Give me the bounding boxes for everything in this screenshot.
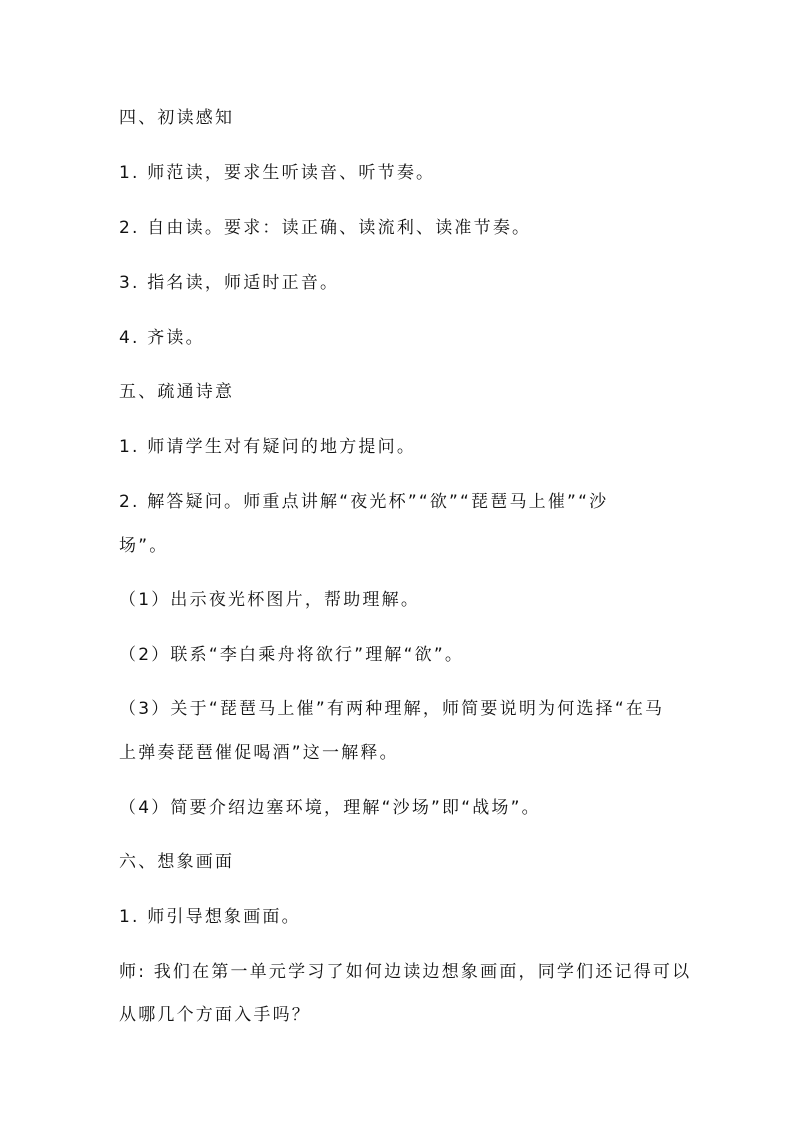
- paragraph-line: 1. 师请学生对有疑问的地方提问。: [119, 437, 417, 457]
- sub-item-line: （1）出示夜光杯图片，帮助理解。: [119, 590, 421, 610]
- paragraph-line: 师: 我们在第一单元学习了如何边读边想象画面，同学们还记得可以: [119, 962, 692, 982]
- section-heading-6: 六、想象画面: [119, 852, 235, 872]
- paragraph-line-continued: 从哪几个方面入手吗？: [119, 1005, 311, 1025]
- sub-item-line: （3）关于“琵琶马上催”有两种理解，师简要说明为何选择“在马: [119, 699, 665, 719]
- section-heading-5: 五、疏通诗意: [119, 382, 235, 402]
- paragraph-line-continued: 场”。: [119, 536, 169, 556]
- sub-item-line: （4）简要介绍边塞环境，理解“沙场”即“战场”。: [119, 798, 541, 818]
- section-heading-4: 四、初读感知: [119, 108, 235, 128]
- sub-item-line-continued: 上弹奏琵琶催促喝酒”这一解释。: [119, 743, 399, 763]
- paragraph-line: 1. 师引导想象画面。: [119, 907, 301, 927]
- paragraph-line: 3. 指名读，师适时正音。: [119, 273, 340, 293]
- sub-item-line: （2）联系“李白乘舟将欲行”理解“欲”。: [119, 645, 465, 665]
- paragraph-line: 4. 齐读。: [119, 328, 205, 348]
- paragraph-line: 2. 解答疑问。师重点讲解“夜光杯”“欲”“琵琶马上催”“沙: [119, 492, 609, 512]
- paragraph-line: 1. 师范读，要求生听读音、听节奏。: [119, 163, 436, 183]
- paragraph-line: 2. 自由读。要求：读正确、读流利、读准节奏。: [119, 218, 532, 238]
